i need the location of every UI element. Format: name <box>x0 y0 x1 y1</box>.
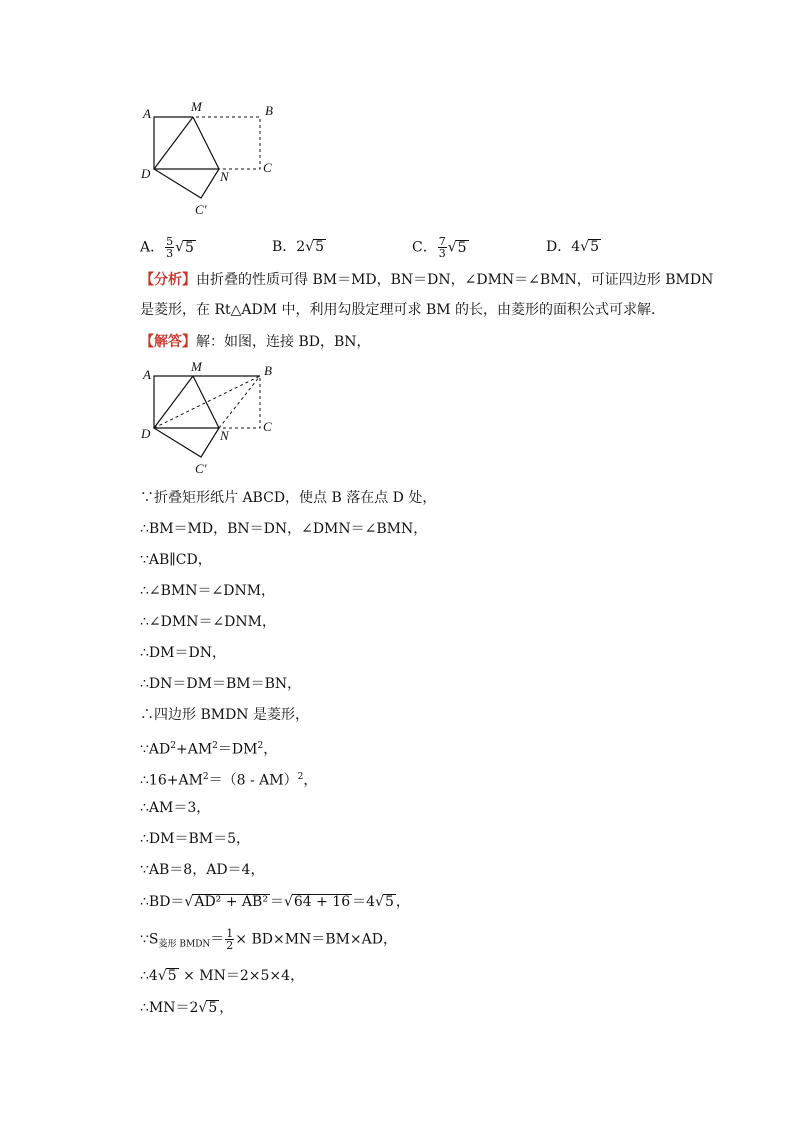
step-8: ∴四边形 BMDN 是菱形， <box>140 707 309 723</box>
step-4: ∴∠BMN＝∠DNM， <box>140 583 276 599</box>
analysis-line-2: 是菱形，在 Rt△ADM 中，利用勾股定理可求 BM 的长，由菱形的面积公式可求解． <box>140 302 666 318</box>
step-equation: $\therefore 16+AM^2=(8 - AM)^2$， <box>140 772 318 789</box>
rect-abcd <box>154 376 260 428</box>
label-c-prime: C′ <box>195 461 207 476</box>
label-a: A <box>143 367 151 382</box>
option-d: D．4√5 <box>546 239 599 255</box>
option-a: A． $\frac{5}{3}$ √5 <box>140 235 194 260</box>
label-c-prime: C′ <box>195 202 207 217</box>
label-d: D <box>141 166 151 181</box>
step-mn-equation: ∴4√5 × MN＝2×5×4， <box>140 968 305 984</box>
segment-bn <box>219 376 260 428</box>
figure-fold-rectangle <box>135 98 285 223</box>
step-mn-result: ∴MN＝2√5 ， <box>140 1000 234 1016</box>
step-6: ∴DM＝DN， <box>140 645 226 661</box>
label-m: M <box>191 359 202 374</box>
segment-bd <box>154 376 260 428</box>
label-a: A <box>143 106 151 121</box>
figure-solution <box>135 357 285 482</box>
label-b: B <box>264 363 272 378</box>
option-c: C． $\frac{7}{3}$ √5 <box>412 235 467 260</box>
step-pythagoras: $\because AD^2+AM^2=DM^2$， <box>140 741 278 758</box>
step-2: ∴BM＝MD，BN＝DN，∠DMN＝∠BMN， <box>140 521 428 537</box>
label-n: N <box>220 428 229 443</box>
label-d: D <box>141 426 151 441</box>
step-7: ∴DN＝DM＝BM＝BN， <box>140 676 302 692</box>
label-n: N <box>220 169 229 184</box>
analysis-line-1: 【分析】由折叠的性质可得 BM＝MD，BN＝DN，∠DMN＝∠BMN，可证四边形 BMDN <box>140 272 714 288</box>
rect-abcd <box>154 117 260 169</box>
label-c: C <box>263 419 272 434</box>
folded-part <box>154 376 219 457</box>
step-3: ∵AB∥CD， <box>140 552 212 568</box>
step-bd: ∴BD＝√AD² + AB² ＝√64 + 16 ＝4√5 ， <box>140 894 410 910</box>
label-m: M <box>191 99 202 114</box>
step-am: ∴AM＝3， <box>140 800 211 816</box>
step-ab-ad: ∵AB＝8，AD＝4， <box>140 862 265 878</box>
solution-intro: 【解答】解：如图，连接 BD，BN， <box>140 334 371 350</box>
label-b: B <box>265 103 273 118</box>
step-area: $\because S_{菱形 BMDN}=$ $\frac{1}{2}$ × BD×MN＝BM×AD， <box>140 927 397 952</box>
step-5: ∴∠DMN＝∠DNM， <box>140 614 276 630</box>
step-dm: ∴DM＝BM＝5， <box>140 831 250 847</box>
step-1: ∵折叠矩形纸片 ABCD，使点 B 落在点 D 处， <box>140 490 437 506</box>
label-c: C <box>263 160 272 175</box>
folded-part <box>154 117 219 198</box>
option-b: B．2√5 <box>272 239 325 255</box>
